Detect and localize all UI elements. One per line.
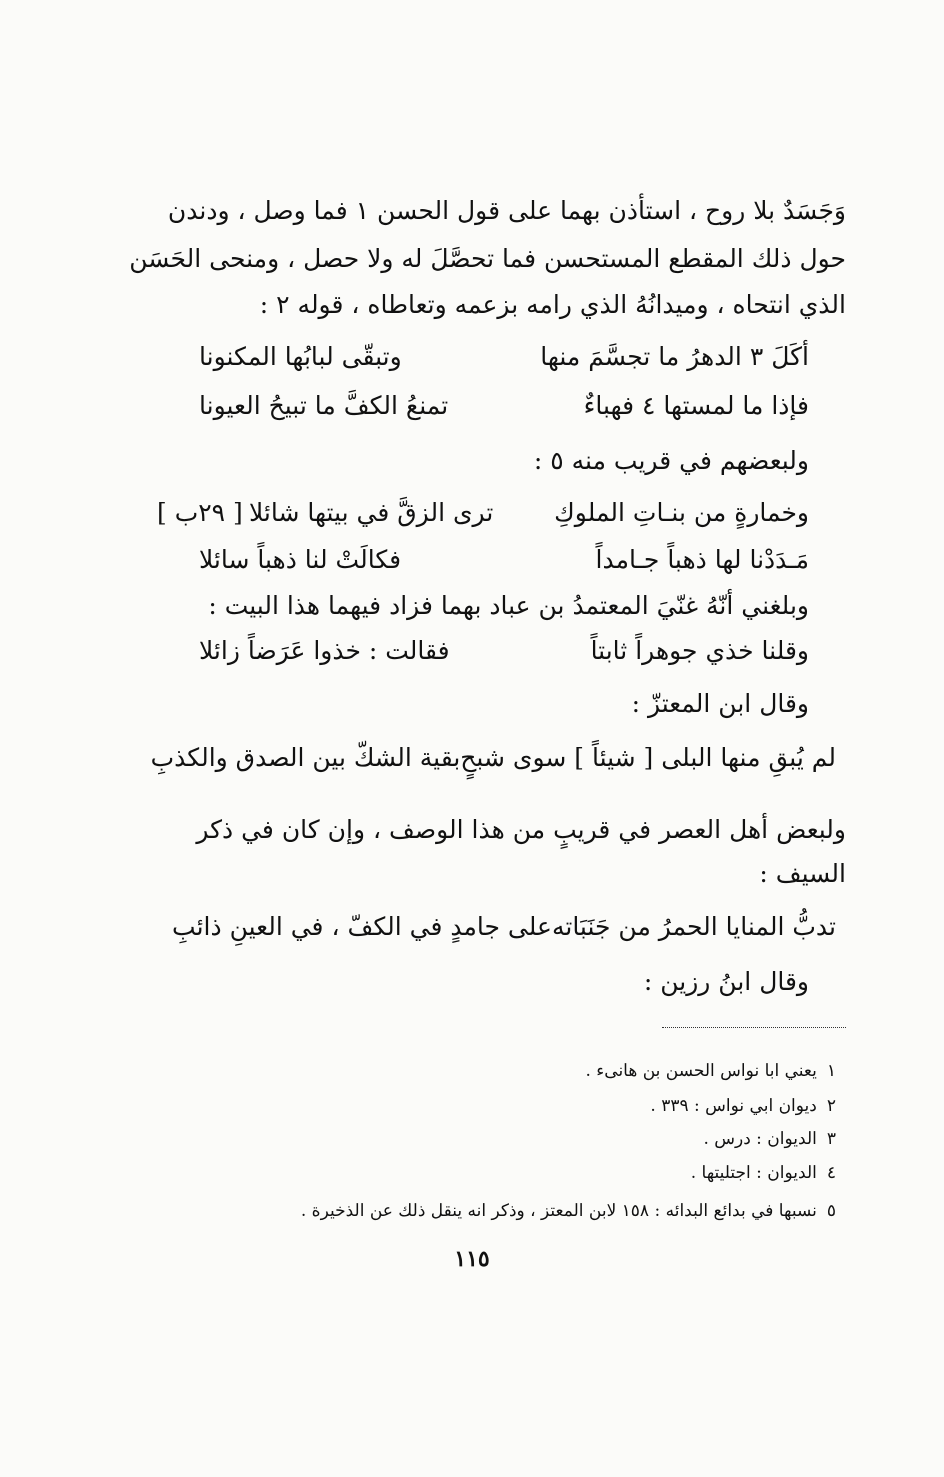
manuscript-folio-ref: [ ٢٩ب ] — [157, 498, 243, 527]
verse-hemistich: تدبُّ المنايا الحمرُ من جَنَبَاته — [551, 912, 836, 941]
paragraph-line: وَجَسَدٌ بلا روح ، استأذن بهما على قول الحسن ١ فما وصل ، ودندن — [167, 196, 846, 225]
footnote — [691, 1162, 836, 1184]
verse-hemistich: تمنعُ الكفَّ ما تبيحُ العيونا — [199, 391, 449, 420]
verse-hemistich: فكالَتْ لنا ذهباً سائلا — [199, 545, 402, 574]
footnote-text: ديوان ابي نواس : ٣٣٩ . — [650, 1096, 817, 1116]
footnote-number: ١ — [826, 1061, 836, 1081]
paragraph-line: ولبعض أهل العصر في قريبٍ من هذا الوصف ، وإن كان في ذكر — [196, 815, 846, 844]
footnote-number: ٣ — [826, 1129, 836, 1149]
verse-line — [199, 543, 809, 577]
footnote — [301, 1200, 836, 1222]
verse-intro: وبلغني أنّهُ غنّيَ المعتمدُ بن عباد بهما فزاد فيهما هذا البيت : — [208, 591, 809, 620]
verse-hemistich: أكَلَ ٣ الدهرُ ما تجسَّمَ منها — [540, 342, 809, 371]
verse-line — [199, 340, 809, 374]
verse-hemistich: وخمارةٍ من بنـاتِ الملوكِ — [554, 498, 809, 527]
verse-hemistich: مَـدَدْنا لها ذهباً جـامداً — [595, 545, 809, 574]
verse-line — [199, 389, 809, 423]
verse-hemistich: وتبقّى لبابُها المكنونا — [199, 342, 402, 371]
verse-intro: وقال ابنُ رزين : — [643, 967, 809, 996]
paragraph-line: الذي انتحاه ، وميدانُهُ الذي رامه بزعمه وتعاطاه ، قوله ٢ : — [259, 290, 846, 319]
verse-hemistich: ترى الزقَّ في بيتها شائلا — [249, 498, 494, 527]
verse-line — [172, 910, 836, 944]
footnote-separator — [662, 1027, 846, 1028]
footnote-number: ٥ — [826, 1201, 836, 1221]
footnote-text: نسبها في بدائع البدائه : ١٥٨ لابن المعتز ، وذكر انه ينقل ذلك عن الذخيرة . — [300, 1201, 817, 1221]
verse-line — [157, 496, 809, 530]
footnote-text: يعني ابا نواس الحسن بن هانىء . — [585, 1061, 817, 1081]
page-number: ١١٥ — [454, 1246, 490, 1272]
verse-hemistich: وقلنا خذي جوهراً ثابتاً — [590, 636, 809, 665]
verse-intro: ولبعضهم في قريب منه ٥ : — [533, 446, 809, 475]
verse-line — [150, 741, 836, 775]
footnote-number: ٢ — [826, 1096, 836, 1116]
verse-hemistich: فإذا ما لمستها ٤ فهباءٌ — [583, 391, 809, 420]
footnote-text: الديوان : اجتليتها . — [690, 1163, 817, 1183]
paragraph-line: حول ذلك المقطع المستحسن فما تحصَّلَ له ولا حصل ، ومنحى الحَسَن — [129, 244, 846, 273]
footnote — [585, 1060, 836, 1082]
verse-line — [199, 634, 809, 668]
footnote — [703, 1128, 836, 1150]
footnote — [650, 1095, 836, 1117]
verse-hemistich: لم يُبقِ منها البلى [ شيئاً ] سوى شبحٍ — [460, 743, 836, 772]
paragraph-line: السيف : — [759, 859, 846, 888]
footnote-number: ٤ — [826, 1163, 836, 1183]
verse-intro: وقال ابن المعتزّ : — [631, 689, 809, 718]
verse-hemistich: بقية الشكّ بين الصدق والكذبِ — [150, 743, 461, 772]
verse-hemistich: فقالت : خذوا عَرَضاً زائلا — [199, 636, 450, 665]
footnote-text: الديوان : درس . — [703, 1129, 817, 1149]
verse-hemistich: على جامدٍ في الكفّ ، في العينِ ذائبِ — [172, 912, 552, 941]
